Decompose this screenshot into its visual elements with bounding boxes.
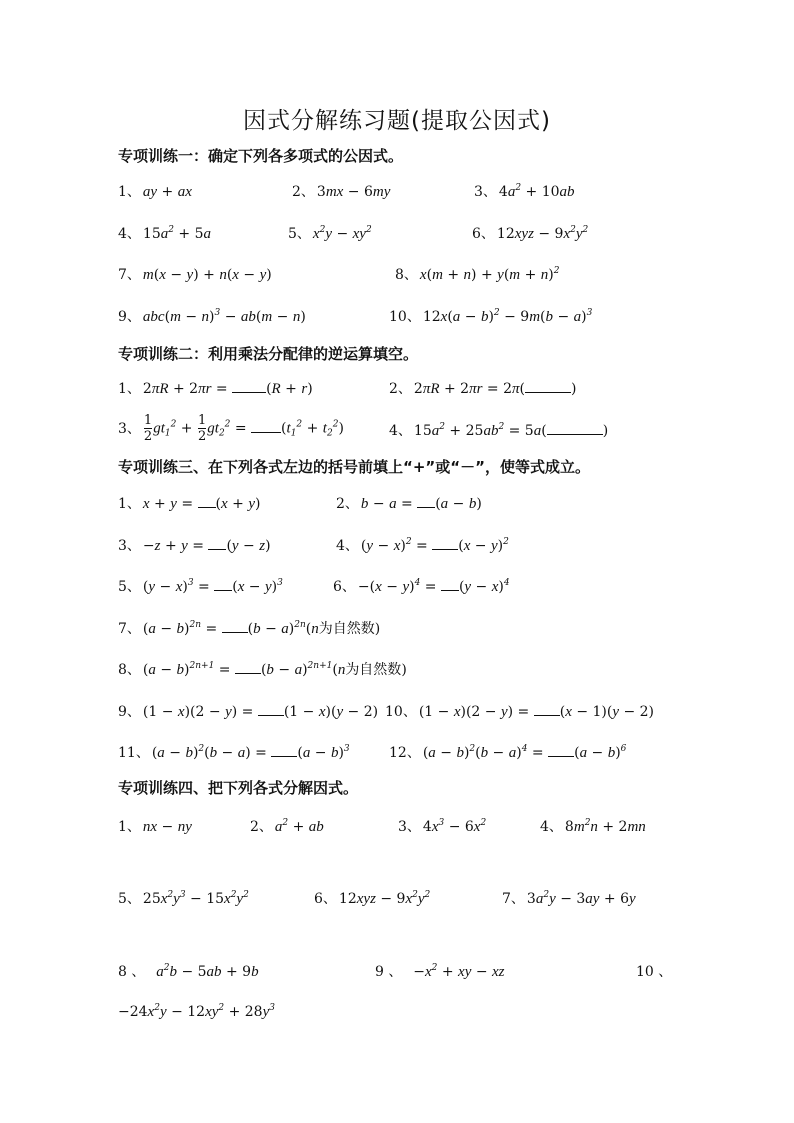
section-1-heading: 专项训练一：确定下列各多项式的公因式。: [118, 147, 404, 165]
page-title: 因式分解练习题(提取公因式): [243, 108, 551, 134]
s1-item-7: 7、 m(x − y) + n(x − y): [118, 267, 272, 283]
s4-item-8: 8 、 $a^2b - 5ab + 9b$: [118, 963, 259, 980]
s3-item-5: 5、 $(y - x)^3 = (x - y)^3$: [118, 578, 283, 595]
s4-item-10: $-24x^2y - 12xy^2 + 28y^3$: [118, 1003, 275, 1020]
s4-item-6: 6、 $12xyz - 9x^2y^2$: [314, 890, 431, 907]
s3-item-8: 8、 $(a - b)^{2n+1} = (b - a)^{2n+1}(n$为自然数): [118, 661, 407, 678]
s1-item-1: 1、 ay + ax: [118, 184, 192, 200]
s1-item-9: 9、 $abc(m - n)^3 - ab(m - n)$: [118, 308, 306, 325]
s3-item-1: 1、 x + y = (x + y): [118, 496, 261, 512]
s4-item-7: 7、 $3a^2y - 3ay + 6y$: [502, 890, 636, 907]
s1-item-8: 8、 $x(m + n) + y(m + n)^2$: [395, 266, 560, 283]
s1-item-5: 5、 $x^2y - xy^2$: [288, 225, 372, 242]
s3-item-9: 9、 (1 − x)(2 − y) = (1 − x)(y − 2): [118, 704, 379, 720]
s3-item-3: 3、 −z + y = (y − z): [118, 538, 271, 554]
s2-item-1: 1、 2πR + 2πr = (R + r): [118, 381, 313, 397]
s3-item-2: 2、 b − a = (a − b): [336, 496, 482, 512]
s4-item-3: 3、 $4x^3 - 6x^2$: [398, 818, 487, 835]
s4-item-10-number: 10 、: [636, 964, 673, 980]
s4-item-2: 2、 $a^2$ + ab: [250, 818, 324, 835]
s3-item-6: 6、 $-(x - y)^4 = (y - x)^4$: [333, 578, 510, 595]
s1-item-4: 4、 $15a^2 + 5a$: [118, 225, 212, 242]
s4-item-5: 5、 $25x^2y^3 - 15x^2y^2$: [118, 890, 249, 907]
s4-item-1: 1、 nx − ny: [118, 819, 192, 835]
s2-item-4: 4、 $15a^2 + 25ab^2 = 5a$( ): [389, 422, 609, 439]
s1-item-3: 3、 $4a^2 + 10ab$: [474, 183, 575, 200]
s2-item-2: 2、 2πR + 2πr = 2π( ): [389, 381, 577, 397]
s4-item-9: 9 、 $-x^2$ + xy − xz: [375, 963, 505, 980]
s1-item-2: 2、 3mx − 6my: [292, 184, 391, 200]
s1-item-10: 10、 $12x(a - b)^2 - 9m(b - a)^3$: [389, 308, 593, 325]
section-4-heading: 专项训练四、把下列各式分解因式。: [118, 779, 359, 797]
s2-item-3: 3、 $\frac{1}{2}$ $gt_1^2$ + $\frac{1}{2}$ $gt_2^2 = (t_1^2 + t_2^2)$: [118, 413, 344, 444]
section-2-heading: 专项训练二：利用乘法分配律的逆运算填空。: [118, 345, 419, 363]
s3-item-11: 11、 $(a - b)^2(b - a) = (a - b)^3$: [118, 744, 350, 761]
s3-item-7: 7、 $(a - b)^{2n} = (b - a)^{2n}(n$为自然数): [118, 620, 381, 637]
section-3-heading: 专项训练三、在下列各式左边的括号前填上“+”或“－”，使等式成立。: [118, 458, 591, 476]
s3-item-4: 4、 $(y - x)^2 = (x - y)^2$: [336, 537, 509, 554]
s1-item-6: 6、 $12xyz - 9x^2y^2$: [472, 225, 589, 242]
s3-item-10: 10、 (1 − x)(2 − y) = (x − 1)(y − 2): [385, 704, 655, 720]
s3-item-12: 12、 $(a - b)^2(b - a)^4 = (a - b)^6$: [389, 744, 627, 761]
s4-item-4: 4、 $8m^2n + 2mn$: [540, 818, 646, 835]
